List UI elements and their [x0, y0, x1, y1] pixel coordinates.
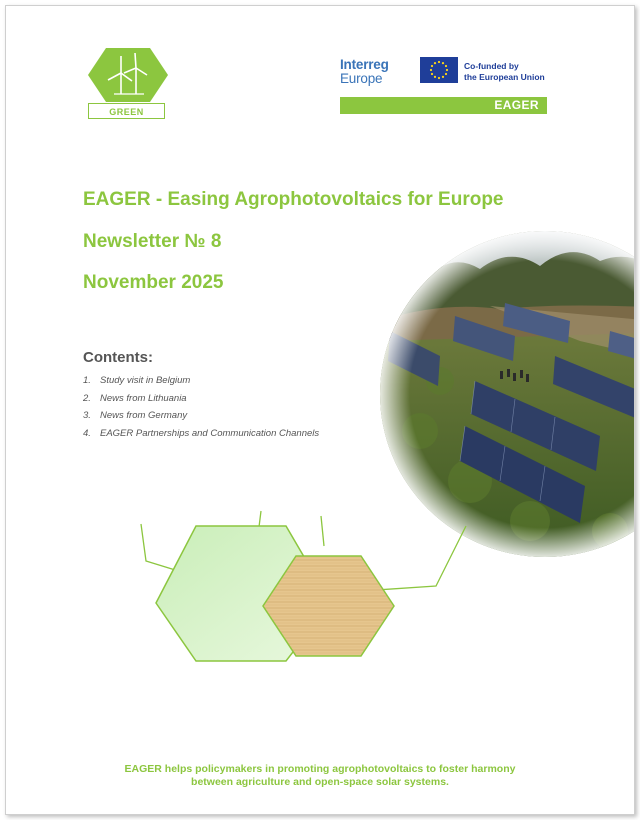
contents-item[interactable]: 2. News from Lithuania — [83, 392, 187, 404]
green-logo-label: GREEN — [88, 103, 165, 119]
newsletter-cover-page — [5, 5, 635, 815]
footer-line1: EAGER helps policymakers in promoting agrophotovoltaics to foster harmony — [124, 763, 516, 775]
contents-item[interactable]: 1. Study visit in Belgium — [83, 375, 191, 386]
footer-mission-text — [46, 763, 594, 789]
cofunded-line2: the European Union — [464, 72, 545, 82]
interreg-line2: Europe — [340, 71, 383, 86]
newsletter-title: EAGER - Easing Agrophotovoltaics for Europe — [83, 189, 504, 210]
interreg-line1: Interreg — [340, 57, 389, 72]
contents-heading: Contents: — [83, 349, 153, 366]
footer-line2: between agriculture and open-space solar systems. — [191, 776, 449, 788]
newsletter-number: Newsletter № 8 — [83, 231, 222, 252]
contents-item[interactable]: 3. News from Germany — [83, 410, 188, 421]
contents-item[interactable]: 4. EAGER Partnerships and Communication Channels — [83, 427, 320, 439]
newsletter-date: November 2025 — [83, 272, 224, 293]
decorative-hexagons — [6, 6, 634, 814]
eager-bar-label: EAGER — [494, 98, 539, 112]
cofunded-line1: Co-funded by — [464, 61, 519, 71]
